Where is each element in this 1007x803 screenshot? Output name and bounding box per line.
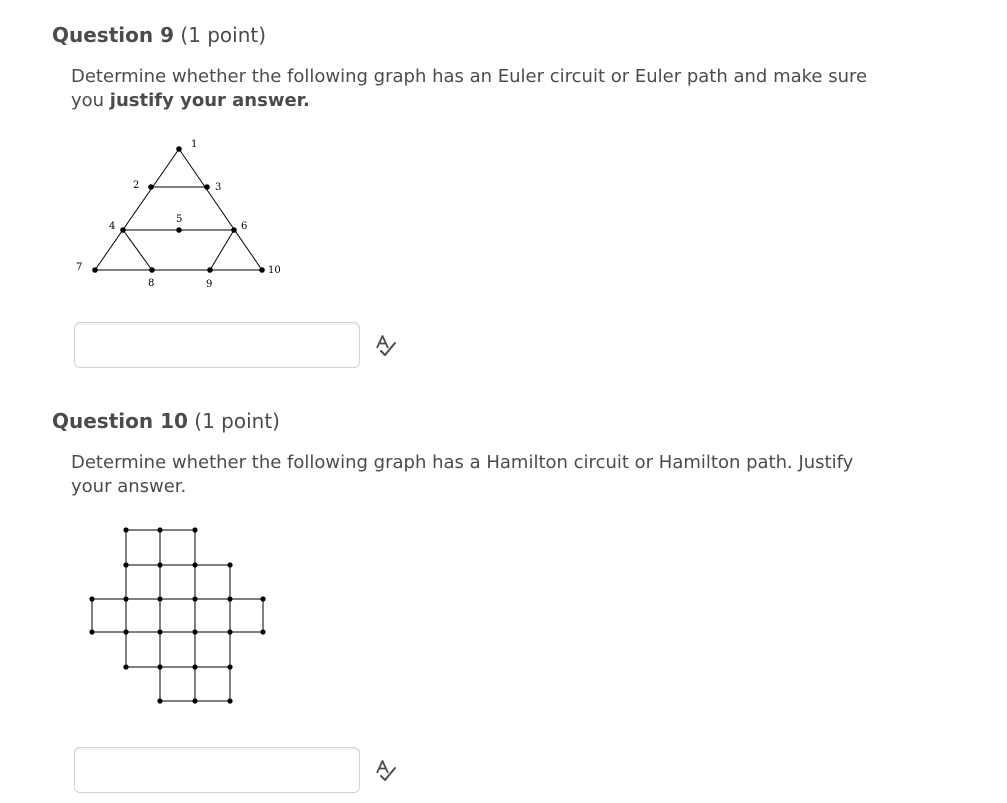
vertex (227, 562, 232, 567)
vertex (157, 664, 162, 669)
edge (95, 149, 179, 270)
vertex (157, 596, 162, 601)
vertex (227, 664, 232, 669)
vertex-label-10: 10 (268, 265, 281, 276)
vertex-8 (149, 267, 155, 273)
vertex-label-3: 3 (215, 182, 222, 193)
question-10-points: (1 point) (194, 409, 280, 433)
question-9-answer-input[interactable] (74, 322, 360, 368)
vertex-label-4: 4 (109, 221, 116, 232)
vertex-4 (120, 227, 126, 233)
vertex (157, 698, 162, 703)
question-9-title: Question 9 (52, 23, 174, 47)
question-9-text (71, 65, 891, 113)
vertex-label-5: 5 (176, 214, 183, 225)
question-10-heading (52, 408, 280, 434)
vertex-3 (204, 184, 210, 190)
question-10-answer-input[interactable] (74, 747, 360, 793)
vertex-10 (259, 267, 265, 273)
vertex-label-8: 8 (148, 278, 155, 289)
vertex-label-1: 1 (191, 139, 198, 150)
question-10-text: Determine whether the following graph has a Hamilton circuit or Hamilton path. Justify your answer. (71, 452, 854, 497)
vertex-9 (207, 267, 213, 273)
vertex (123, 596, 128, 601)
vertex (192, 629, 197, 634)
question-9-text-bold: justify your answer. (109, 90, 310, 111)
vertex (123, 664, 128, 669)
question-9-heading (52, 22, 266, 48)
vertex (157, 629, 162, 634)
vertex-1 (176, 146, 182, 152)
hamilton-graph-figure (85, 522, 275, 712)
vertex-2 (148, 184, 154, 190)
question-10-title: Question 10 (52, 409, 188, 433)
euler-graph-figure (70, 132, 300, 292)
vertex (157, 562, 162, 567)
vertex (192, 562, 197, 567)
vertex (192, 664, 197, 669)
vertex-label-7: 7 (76, 262, 83, 273)
vertex (123, 527, 128, 532)
vertex (123, 629, 128, 634)
vertex (192, 698, 197, 703)
spellcheck-icon[interactable] (374, 334, 398, 358)
vertex-label-9: 9 (206, 279, 213, 290)
vertex-label-6: 6 (241, 221, 248, 232)
vertex (260, 629, 265, 634)
vertex (89, 629, 94, 634)
vertex-label-2: 2 (133, 180, 140, 191)
question-9-points: (1 point) (180, 23, 267, 47)
edge (210, 230, 234, 270)
question-9-text-normal: Determine whether the following graph has an Euler circuit or Euler path and make sure you (71, 66, 868, 111)
vertex (227, 629, 232, 634)
vertex (227, 698, 232, 703)
vertex-5 (176, 227, 182, 233)
vertex (89, 596, 94, 601)
vertex-6 (231, 227, 237, 233)
vertex (123, 562, 128, 567)
vertex (260, 596, 265, 601)
vertex-7 (92, 267, 98, 273)
spellcheck-icon[interactable] (374, 759, 398, 783)
edge (123, 230, 152, 270)
vertex (157, 527, 162, 532)
vertex (227, 596, 232, 601)
vertex (192, 527, 197, 532)
vertex (192, 596, 197, 601)
